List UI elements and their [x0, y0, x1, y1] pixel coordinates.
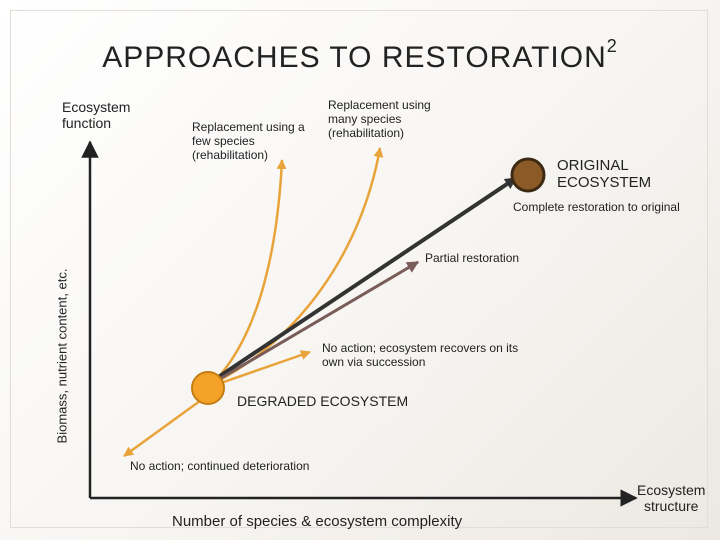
x-axis-title: Number of species & ecosystem complexity [172, 513, 463, 530]
y-axis-top-label [62, 99, 130, 131]
label-succession-line1: No action; ecosystem recovers on its [322, 341, 519, 355]
label-original-ecosystem [557, 157, 651, 192]
path-few-species [212, 160, 282, 384]
label-original-ecosystem-line2: ECOSYSTEM [557, 174, 652, 192]
y-axis-top-label-line1: Ecosystem [62, 99, 131, 115]
title-superscript: 2 [606, 36, 618, 56]
label-few-species-line1: Replacement using a [192, 120, 305, 134]
path-deterioration [124, 398, 204, 456]
label-few-species [192, 121, 305, 162]
x-axis-end-label-line2: structure [644, 498, 699, 515]
label-succession-line2: own via succession [322, 354, 426, 369]
label-many-species-line2: many species [328, 111, 402, 126]
label-many-species-line3: (rehabilitation) [328, 125, 405, 140]
title-text: APPROACHES TO RESTORATION [102, 41, 607, 74]
x-axis-end-label [637, 482, 705, 514]
label-complete-restoration: Complete restoration to original [513, 200, 680, 214]
y-axis-title: Biomass, nutrient content, etc. [54, 268, 70, 444]
label-many-species-line1: Replacement using [328, 98, 431, 112]
label-degraded-ecosystem: DEGRADED ECOSYSTEM [237, 393, 409, 409]
label-original-ecosystem-line1: ORIGINAL [557, 157, 629, 174]
degraded-ecosystem-node [192, 372, 224, 404]
label-few-species-line3: (rehabilitation) [192, 147, 269, 162]
x-axis-end-label-line1: Ecosystem [637, 482, 706, 498]
label-partial-restoration: Partial restoration [425, 251, 520, 265]
label-few-species-line2: few species [192, 133, 255, 148]
label-succession [322, 342, 518, 370]
original-ecosystem-node [512, 159, 544, 191]
label-deterioration: No action; continued deterioration [130, 459, 310, 473]
y-axis-top-label-line2: function [62, 115, 112, 132]
label-many-species [328, 99, 431, 140]
